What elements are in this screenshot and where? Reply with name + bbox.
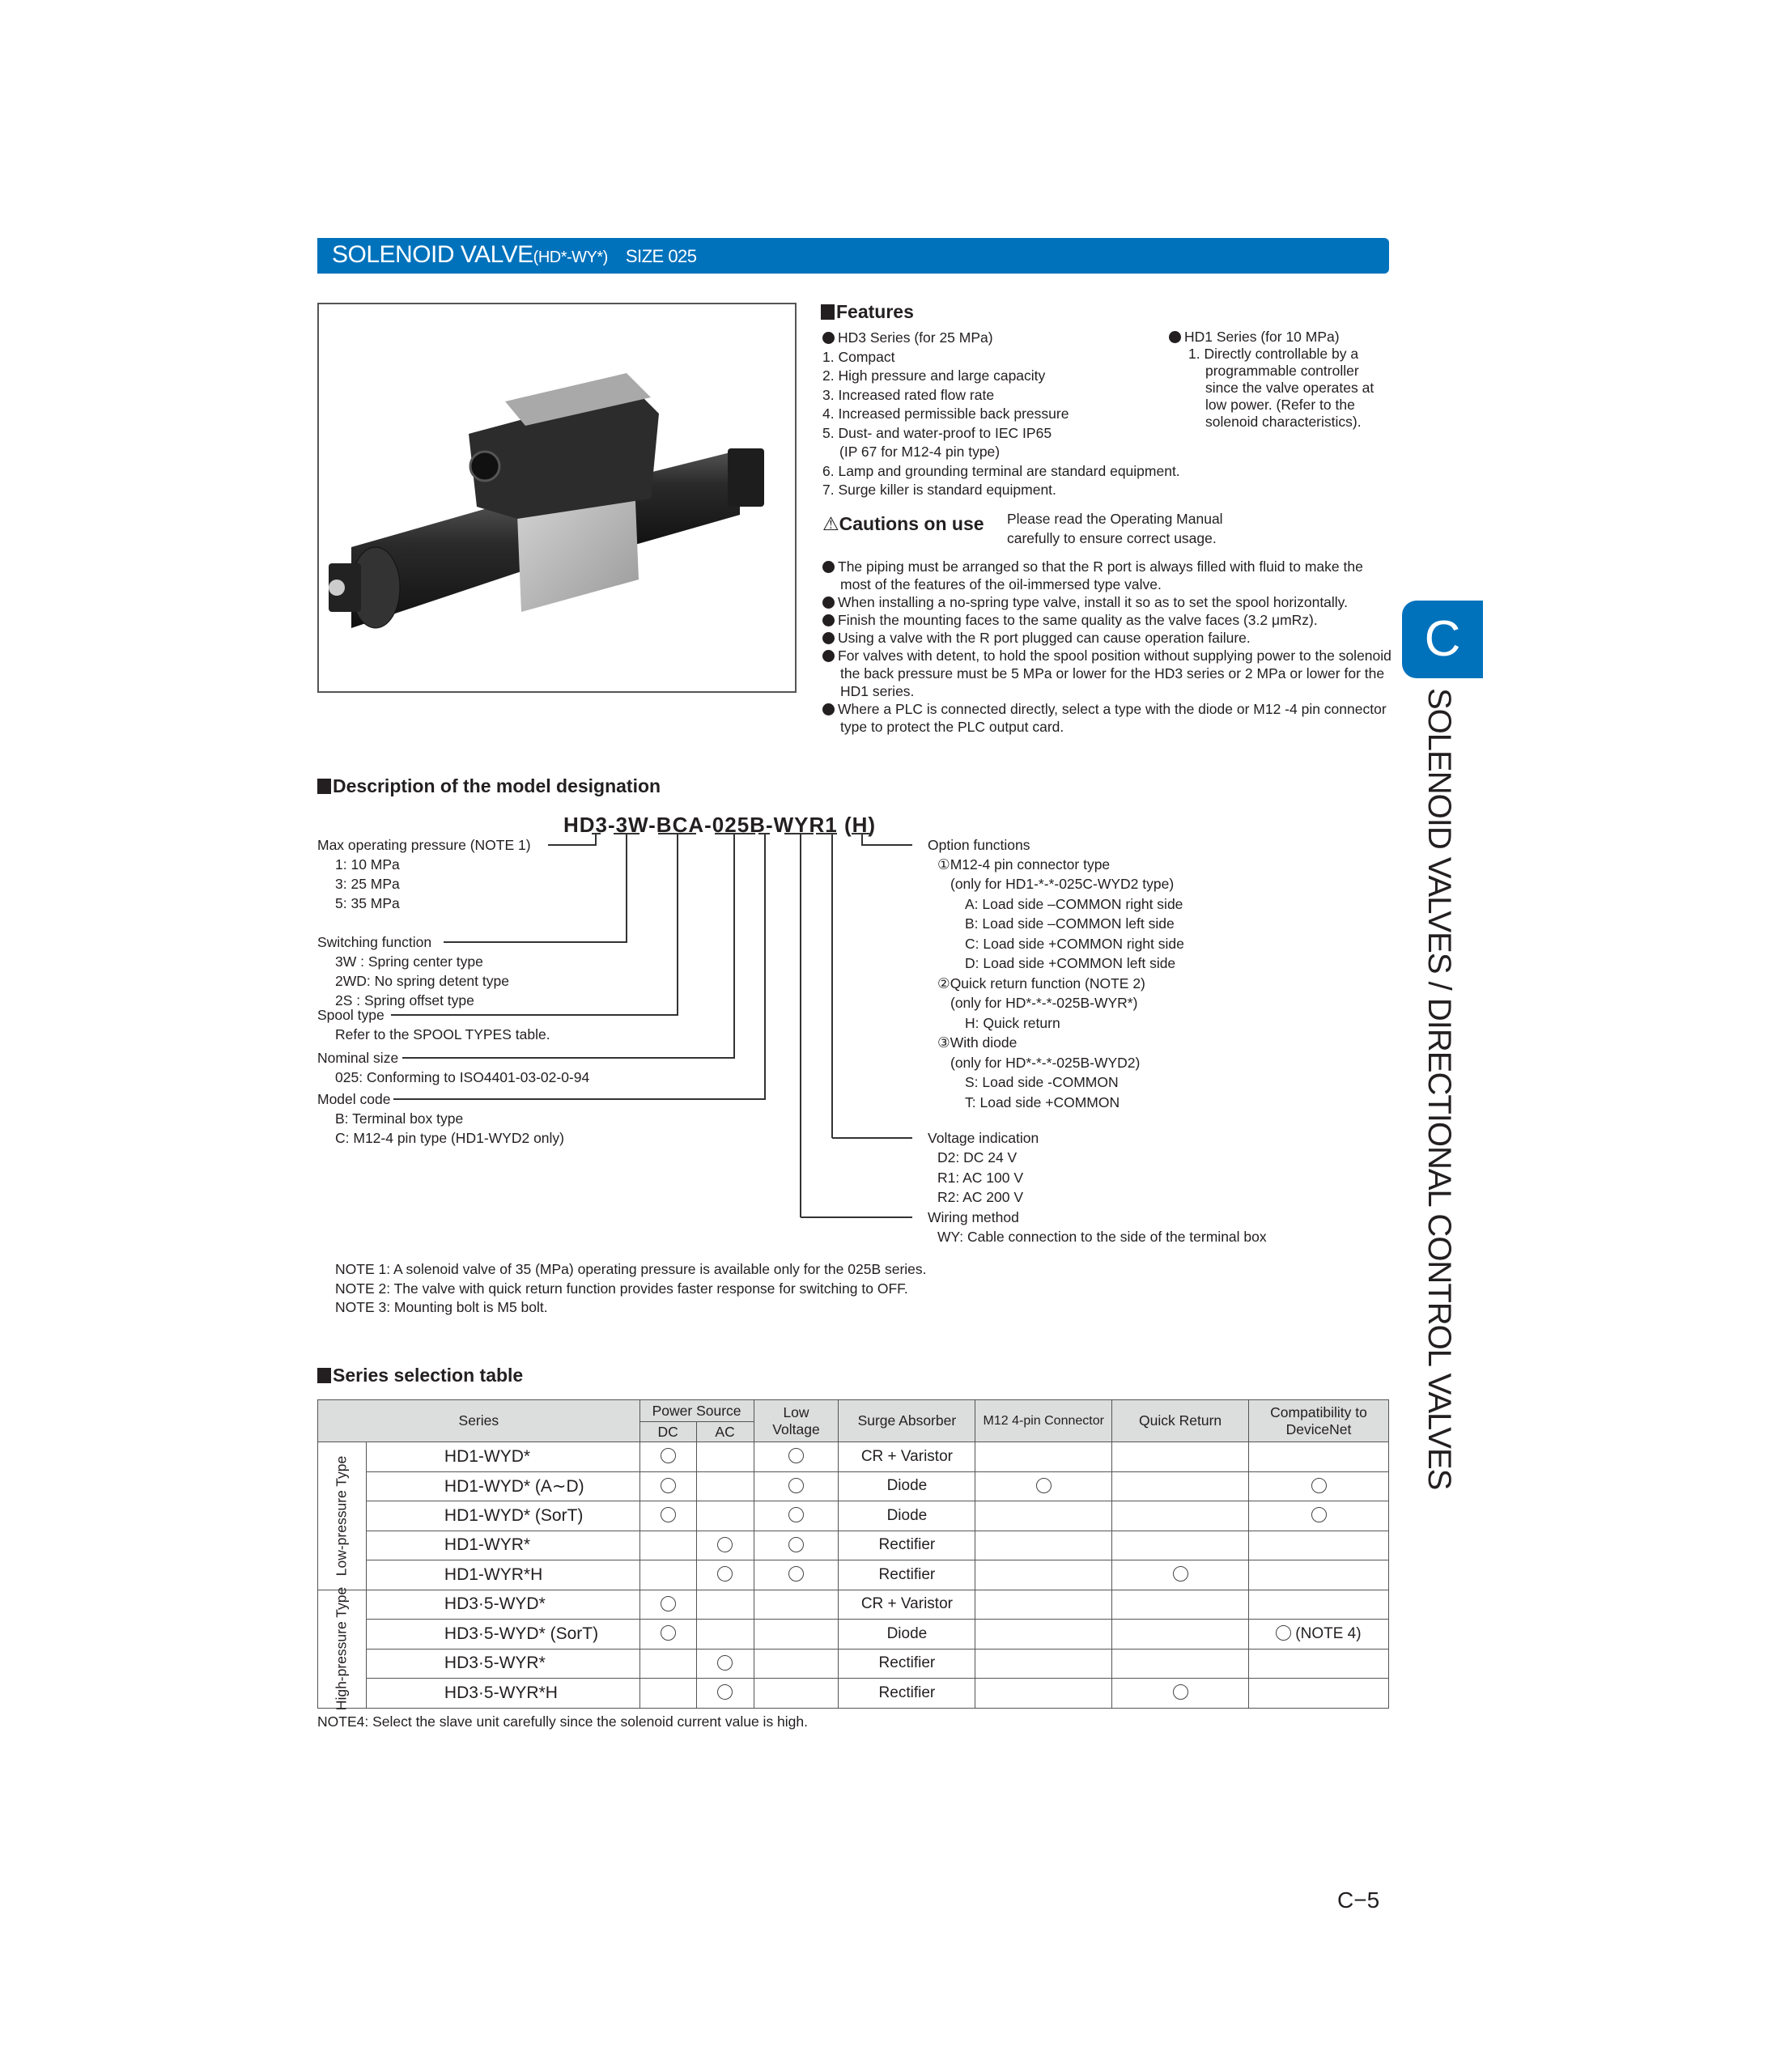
surge-absorber-cell: Rectifier (839, 1649, 975, 1679)
designation-option: R1: AC 100 V (937, 1170, 1024, 1186)
cautions-list (822, 558, 1392, 736)
circle-mark-icon (661, 1625, 676, 1641)
m12-cell (975, 1649, 1112, 1679)
designation-option: D: Load side +COMMON left side (965, 955, 1176, 971)
page-title (332, 241, 697, 269)
low-voltage-cell (754, 1590, 839, 1620)
designation-field-title: Nominal size (317, 1050, 399, 1066)
designation-option: H: Quick return (965, 1015, 1060, 1031)
designation-option: ②Quick return function (NOTE 2) (937, 975, 1145, 991)
quick-return-cell (1112, 1679, 1249, 1709)
caution-text: When installing a no-spring type valve, install it so as to set the spool horizontally. (838, 594, 1348, 610)
table-row (318, 1560, 1389, 1590)
feature-item: 2. High pressure and large capacity (822, 367, 1046, 384)
dc-cell (639, 1442, 696, 1472)
table-row (318, 1679, 1389, 1709)
circle-mark-icon (661, 1507, 676, 1522)
dc-cell (639, 1649, 696, 1679)
designation-option: 5: 35 MPa (335, 895, 400, 911)
series-name: HD1-WYR*H (366, 1560, 639, 1590)
series-table-heading (317, 1365, 523, 1386)
circle-mark-icon (1311, 1507, 1327, 1522)
circle-mark-icon (788, 1507, 804, 1522)
low-voltage-cell (754, 1442, 839, 1472)
designation-heading (317, 775, 661, 797)
designation-option: Refer to the SPOOL TYPES table. (335, 1026, 550, 1042)
surge-absorber-cell: Rectifier (839, 1531, 975, 1560)
quick-return-cell (1112, 1620, 1249, 1650)
devicenet-cell (1249, 1679, 1389, 1709)
quick-return-cell (1112, 1442, 1249, 1472)
series-name: HD3·5-WYD* (366, 1590, 639, 1620)
feature-item: low power. (Refer to the (1205, 397, 1355, 413)
model-code-example: HD3-3W-BCA-025B-WYR1 (H) (563, 813, 877, 837)
header-ac: AC (696, 1422, 754, 1442)
caution-text: Where a PLC is connected directly, select a type with the diode or M12 -4 pin connector type to protect the PLC output card. (838, 701, 1387, 735)
title-text: SOLENOID VALVE (332, 241, 533, 268)
bullet-icon (822, 703, 835, 715)
series-selection-table (317, 1399, 1389, 1709)
feature-item: 6. Lamp and grounding terminal are standard equipment. (822, 462, 1180, 479)
hd1-title (1169, 329, 1374, 346)
circle-mark-icon (788, 1537, 804, 1552)
devicenet-cell (1249, 1590, 1389, 1620)
devicenet-note: (NOTE 4) (1295, 1624, 1362, 1642)
series-name: HD1-WYR* (366, 1531, 639, 1560)
section-tab-letter: C (1424, 611, 1461, 667)
devicenet-cell (1249, 1531, 1389, 1560)
designation-field-title: Switching function (317, 934, 432, 950)
dc-cell (639, 1679, 696, 1709)
feature-item: 4. Increased permissible back pressure (822, 405, 1069, 422)
header-surge-absorber: Surge Absorber (839, 1400, 975, 1442)
caution-item (822, 629, 1392, 647)
quick-return-cell (1112, 1531, 1249, 1560)
m12-cell (975, 1531, 1112, 1560)
designation-option: 3W : Spring center type (335, 953, 483, 970)
designation-option: 1: 10 MPa (335, 856, 400, 873)
group-label-text: High-pressure Type (333, 1586, 350, 1711)
surge-absorber-cell: Diode (839, 1620, 975, 1650)
quick-return-cell (1112, 1649, 1249, 1679)
caution-item (822, 647, 1392, 700)
dc-cell (639, 1501, 696, 1531)
designation-option: (only for HD*-*-*-025B-WYD2) (950, 1055, 1141, 1071)
cautions-note (1007, 510, 1223, 548)
ac-cell (696, 1560, 754, 1590)
header-series: Series (318, 1400, 640, 1442)
dc-cell (639, 1560, 696, 1590)
header-low-voltage: Low Voltage (754, 1400, 839, 1442)
circle-mark-icon (661, 1596, 676, 1611)
feature-item: since the valve operates at (1205, 380, 1374, 396)
series-name: HD3·5-WYR*H (366, 1679, 639, 1709)
devicenet-cell (1249, 1501, 1389, 1531)
circle-mark-icon (661, 1448, 676, 1463)
group-label (318, 1586, 367, 1711)
cautions-note-line: Please read the Operating Manual (1007, 511, 1223, 527)
ac-cell (696, 1590, 754, 1620)
surge-absorber-cell: Diode (839, 1471, 975, 1501)
m12-cell (975, 1501, 1112, 1531)
devicenet-cell (1249, 1560, 1389, 1590)
devicenet-cell (1249, 1442, 1389, 1472)
designation-field-title: Voltage indication (928, 1130, 1039, 1146)
designation-option: ③With diode (937, 1034, 1018, 1051)
designation-option: 2WD: No spring detent type (335, 973, 509, 989)
designation-option: C: Load side +COMMON right side (965, 936, 1184, 952)
group-label-text: Low-pressure Type (333, 1455, 350, 1577)
caution-text: The piping must be arranged so that the R port is always filled with fluid to make the most of the features of the oil-immersed type valve. (838, 558, 1363, 592)
surge-absorber-cell: CR + Varistor (839, 1590, 975, 1620)
title-banner (317, 238, 1389, 274)
ac-cell (696, 1679, 754, 1709)
features-heading (821, 301, 914, 323)
solenoid-valve-illustration (319, 304, 795, 691)
designation-option: B: Terminal box type (335, 1110, 464, 1127)
designation-field-title: Option functions (928, 837, 1030, 853)
m12-cell (975, 1679, 1112, 1709)
low-voltage-cell (754, 1649, 839, 1679)
designation-option: 025: Conforming to ISO4401-03-02-0-94 (335, 1069, 590, 1085)
series-name: HD3·5-WYR* (366, 1649, 639, 1679)
hd1-features (1169, 329, 1374, 431)
circle-mark-icon (788, 1566, 804, 1582)
title-size: SIZE 025 (625, 246, 697, 266)
ac-cell (696, 1649, 754, 1679)
caution-item (822, 700, 1392, 736)
table-note-4: NOTE4: Select the slave unit carefully since the solenoid current value is high. (317, 1713, 809, 1730)
table-row (318, 1620, 1389, 1650)
m12-cell (975, 1560, 1112, 1590)
section-label (1418, 688, 1467, 1522)
m12-cell (975, 1471, 1112, 1501)
table-row (318, 1471, 1389, 1501)
table-row (318, 1590, 1389, 1620)
designation-field-title: Wiring method (928, 1209, 1019, 1225)
designation-field-title: Model code (317, 1091, 391, 1107)
surge-absorber-cell: CR + Varistor (839, 1442, 975, 1472)
low-voltage-cell (754, 1471, 839, 1501)
square-bullet-icon (821, 304, 835, 320)
m12-cell (975, 1620, 1112, 1650)
circle-mark-icon (717, 1684, 733, 1700)
series-name: HD1-WYD* (SorT) (366, 1501, 639, 1531)
bullet-icon (822, 650, 835, 662)
designation-option: 3: 25 MPa (335, 876, 400, 892)
feature-item: 1. Compact (822, 348, 895, 365)
circle-mark-icon (1173, 1566, 1188, 1582)
designation-option: T: Load side +COMMON (965, 1094, 1120, 1110)
quick-return-cell (1112, 1590, 1249, 1620)
cautions-heading-text: Cautions on use (839, 513, 984, 534)
square-bullet-icon (317, 779, 331, 794)
dc-cell (639, 1531, 696, 1560)
circle-mark-icon (788, 1448, 804, 1463)
designation-option: WY: Cable connection to the side of the terminal box (937, 1229, 1267, 1245)
caution-text: Finish the mounting faces to the same quality as the valve faces (3.2 μmRz). (838, 612, 1318, 628)
note-item: NOTE 2: The valve with quick return function provides faster response for switching to OFF. (335, 1280, 908, 1297)
ac-cell (696, 1501, 754, 1531)
ac-cell (696, 1471, 754, 1501)
low-voltage-cell (754, 1560, 839, 1590)
designation-option: 2S : Spring offset type (335, 992, 474, 1008)
low-voltage-cell (754, 1620, 839, 1650)
dc-cell (639, 1471, 696, 1501)
series-name: HD1-WYD* (366, 1442, 639, 1472)
designation-field-title: Max operating pressure (NOTE 1) (317, 837, 531, 853)
designation-option: D2: DC 24 V (937, 1149, 1018, 1166)
dc-cell (639, 1620, 696, 1650)
table-row (318, 1531, 1389, 1560)
quick-return-cell (1112, 1560, 1249, 1590)
section-label-text: SOLENOID VALVES / DIRECTIONAL CONTROL VALVES (1421, 688, 1457, 1490)
surge-absorber-cell: Diode (839, 1501, 975, 1531)
circle-mark-icon (1311, 1478, 1327, 1493)
cautions-heading (822, 513, 984, 535)
hd3-title-text: HD3 Series (for 25 MPa) (838, 329, 993, 346)
series-name: HD3·5-WYD* (SorT) (366, 1620, 639, 1650)
devicenet-cell (1249, 1471, 1389, 1501)
feature-item: 3. Increased rated flow rate (822, 386, 995, 403)
header-dc: DC (639, 1422, 696, 1442)
designation-option: (only for HD*-*-*-025B-WYR*) (950, 995, 1138, 1011)
warning-icon: ⚠ (822, 513, 839, 534)
caution-item (822, 593, 1392, 611)
table-row (318, 1442, 1389, 1472)
bullet-icon (822, 597, 835, 609)
table-row (318, 1501, 1389, 1531)
table-row (318, 1649, 1389, 1679)
cautions-note-line: carefully to ensure correct usage. (1007, 529, 1217, 546)
designation-option: A: Load side –COMMON right side (965, 896, 1183, 912)
designation-heading-text: Description of the model designation (333, 775, 661, 796)
header-m12-connector: M12 4-pin Connector (975, 1400, 1112, 1442)
devicenet-cell (1249, 1649, 1389, 1679)
square-bullet-icon (317, 1368, 331, 1383)
designation-option: C: M12-4 pin type (HD1-WYD2 only) (335, 1130, 564, 1146)
ac-cell (696, 1442, 754, 1472)
features-heading-text: Features (836, 301, 914, 322)
series-name: HD1-WYD* (A∼D) (366, 1471, 639, 1501)
surge-absorber-cell: Rectifier (839, 1560, 975, 1590)
quick-return-cell (1112, 1471, 1249, 1501)
hd3-features (822, 329, 1180, 500)
bullet-icon (822, 332, 835, 344)
circle-mark-icon (1173, 1684, 1188, 1700)
page-number: C−5 (1337, 1887, 1380, 1913)
header-devicenet: Compatibility to DeviceNet (1249, 1400, 1389, 1442)
quick-return-cell (1112, 1501, 1249, 1531)
designation-option: B: Load side –COMMON left side (965, 915, 1175, 932)
note-item: NOTE 3: Mounting bolt is M5 bolt. (335, 1299, 548, 1315)
section-tab[interactable] (1402, 601, 1483, 678)
table-header-row (318, 1400, 1389, 1422)
group-label (318, 1442, 367, 1590)
circle-mark-icon (717, 1537, 733, 1552)
low-voltage-cell (754, 1501, 839, 1531)
circle-mark-icon (1036, 1478, 1052, 1493)
hd3-title (822, 329, 1180, 348)
m12-cell (975, 1442, 1112, 1472)
feature-item: (IP 67 for M12-4 pin type) (839, 444, 1001, 460)
circle-mark-icon (661, 1478, 676, 1493)
surge-absorber-cell: Rectifier (839, 1679, 975, 1709)
designation-field-title: Spool type (317, 1007, 385, 1023)
designation-notes (335, 1260, 927, 1318)
header-quick-return: Quick Return (1112, 1400, 1249, 1442)
title-subtitle: (HD*-WY*) (533, 248, 608, 266)
feature-item: programmable controller (1205, 363, 1359, 379)
low-voltage-cell (754, 1531, 839, 1560)
circle-mark-icon (717, 1566, 733, 1582)
bullet-icon (1169, 331, 1181, 343)
feature-item: 7. Surge killer is standard equipment. (822, 482, 1056, 498)
designation-option: (only for HD1-*-*-025C-WYD2 type) (950, 876, 1175, 892)
note-item: NOTE 1: A solenoid valve of 35 (MPa) operating pressure is available only for the 025B series. (335, 1261, 927, 1277)
devicenet-cell (1249, 1620, 1389, 1650)
product-photo (317, 303, 797, 693)
feature-item: 1. Directly controllable by a (1188, 346, 1359, 362)
caution-text: For valves with detent, to hold the spool position without supplying power to the solenoid the back pressure must be 5 MPa or lower for the HD3 series or 2 MPa or lower for the HD1 series. (838, 648, 1391, 699)
bullet-icon (822, 632, 835, 644)
ac-cell (696, 1620, 754, 1650)
circle-mark-icon (717, 1655, 733, 1671)
bullet-icon (822, 561, 835, 573)
bullet-icon (822, 614, 835, 626)
caution-item (822, 558, 1392, 593)
circle-mark-icon (1276, 1625, 1291, 1641)
caution-item (822, 611, 1392, 629)
circle-mark-icon (788, 1478, 804, 1493)
dc-cell (639, 1590, 696, 1620)
designation-option: R2: AC 200 V (937, 1189, 1024, 1205)
series-table-heading-text: Series selection table (333, 1365, 524, 1386)
ac-cell (696, 1531, 754, 1560)
header-power-source: Power Source (639, 1400, 754, 1422)
designation-option: ①M12-4 pin connector type (937, 856, 1111, 873)
designation-option: S: Load side -COMMON (965, 1074, 1119, 1090)
low-voltage-cell (754, 1679, 839, 1709)
m12-cell (975, 1590, 1112, 1620)
feature-item: 5. Dust- and water-proof to IEC IP65 (822, 424, 1052, 441)
caution-text: Using a valve with the R port plugged can cause operation failure. (838, 630, 1251, 646)
hd1-title-text: HD1 Series (for 10 MPa) (1184, 329, 1340, 345)
feature-item: solenoid characteristics). (1205, 414, 1362, 430)
